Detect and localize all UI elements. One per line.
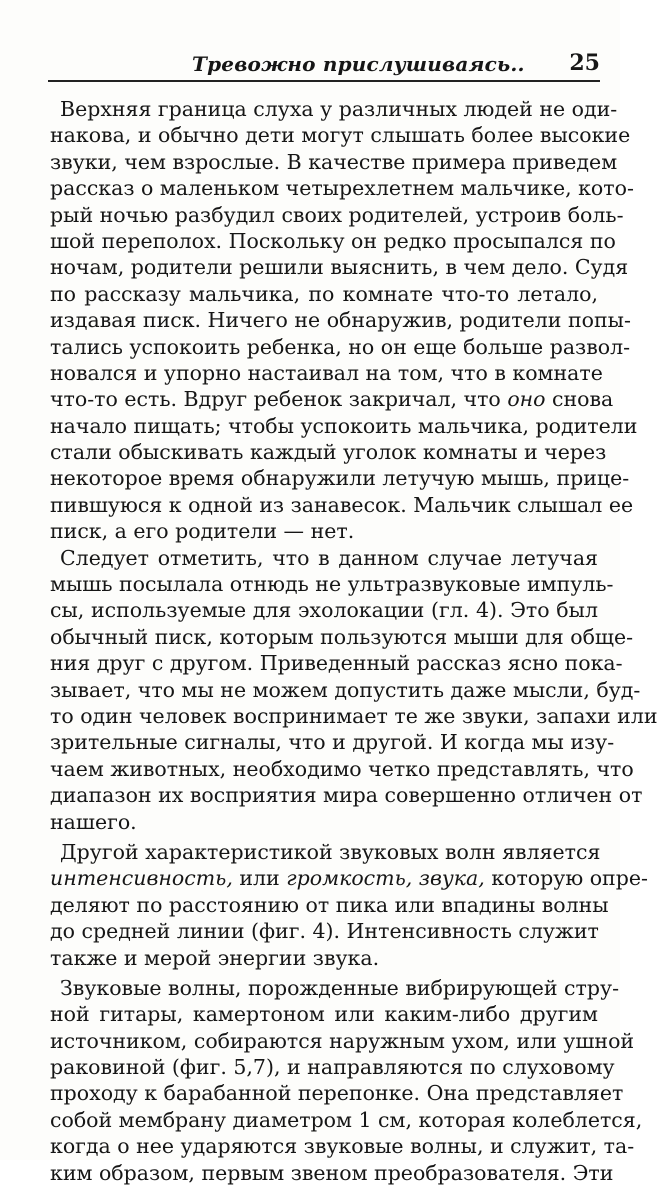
text-line: ной гитары, камертоном или каким-либо другим: [50, 1002, 598, 1027]
text-line: зрительные сигналы, что и другой. И когда мы изу-: [50, 730, 615, 755]
body-text: [50, 96, 658, 1186]
text-line: Верхняя граница слуха у различных людей не оди-: [60, 97, 618, 121]
text-line: деляют по расстоянию от пика или впадины волны: [50, 892, 609, 917]
text-line-mixed: [50, 865, 648, 891]
text-line: диапазон их восприятия мира совершенно отличен от: [50, 783, 643, 808]
text-line: новался и упорно настаивал на том, что в комнате: [50, 360, 603, 385]
text-line: ночам, родители решили выяснить, в чем дело. Судя: [50, 255, 629, 280]
paragraph-4: [50, 975, 643, 1186]
running-title: Тревожно прислушиваясь..: [192, 52, 525, 76]
text-line: писк, а его родители — нет.: [50, 519, 355, 544]
text-line: то один человек воспринимает те же звуки, запахи или: [50, 703, 658, 728]
text-line-mixed: [50, 386, 614, 412]
text-line: тались успокоить ребенка, но он еще больше развол-: [50, 334, 631, 359]
text-run: которую опре-: [491, 866, 648, 891]
text-line: стали обыскивать каждый уголок комнаты и через: [50, 440, 607, 465]
text-run: снова: [552, 387, 614, 412]
italic-term: громкость, звука,: [286, 866, 485, 891]
text-line: шой переполох. Поскольку он редко просыпался по: [50, 228, 616, 253]
text-line: собой мембрану диаметром 1 см, которая колеблется,: [50, 1107, 643, 1132]
text-line: сы, используемые для эхолокации (гл. 4). Это был: [50, 598, 598, 623]
text-line: ким образом, первым звеном преобразователя. Эти: [50, 1160, 614, 1185]
text-line: накова, и обычно дети могут слышать более высокие: [50, 123, 631, 148]
text-line: проходу к барабанной перепонке. Она представляет: [50, 1081, 624, 1106]
text-line: рый ночью разбудил своих родителей, устроив боль-: [50, 202, 624, 227]
text-line: начало пищать; чтобы успокоить мальчика, родители: [50, 413, 638, 438]
text-line: нашего.: [50, 809, 137, 834]
running-header: [48, 44, 600, 82]
text-line: ния друг с другом. Приведенный рассказ ясно пока-: [50, 651, 623, 676]
text-line: зывает, что мы не можем допустить даже мысли, буд-: [50, 677, 641, 702]
text-line: издавая писк. Ничего не обнаружив, родители попы-: [50, 308, 631, 333]
text-line: раковиной (фиг. 5,7), и направляются по слуховому: [50, 1055, 615, 1080]
text-line: Другой характеристикой звуковых волн является: [60, 839, 601, 864]
text-line: по рассказу мальчика, по комнате что-то летало,: [50, 281, 598, 306]
text-line: рассказ о маленьком четырехлетнем мальчике, кото-: [50, 176, 634, 201]
text-line: звуки, чем взрослые. В качестве примера приведем: [50, 149, 618, 174]
italic-word: оно: [507, 387, 546, 412]
text-line: чаем животных, необходимо четко представлять, что: [50, 756, 634, 781]
paragraph-1: [50, 96, 638, 545]
paragraph-3: [50, 839, 648, 971]
text-line: до средней линии (фиг. 4). Интенсивность служит: [50, 919, 599, 944]
text-line: пившуюся к одной из занавесок. Мальчик слышал ее: [50, 492, 634, 517]
text-run: что-то есть. Вдруг ребенок закричал, что: [50, 387, 501, 412]
text-line: также и мерой энергии звука.: [50, 945, 380, 970]
text-line: Звуковые волны, порожденные вибрирующей стру-: [60, 975, 619, 1000]
text-run: или: [239, 866, 280, 891]
text-line: источником, собираются наружным ухом, или ушной: [50, 1028, 635, 1053]
paragraph-2: [50, 545, 658, 835]
text-line: мышь посылала отнюдь не ультразвуковые импуль-: [50, 572, 614, 597]
text-line: когда о нее ударяются звуковые волны, и служит, та-: [50, 1134, 635, 1159]
text-line: обычный писк, которым пользуются мыши для обще-: [50, 624, 634, 649]
text-line: некоторое время обнаружили летучую мышь, прице-: [50, 466, 630, 491]
italic-term: интенсивность,: [50, 866, 233, 891]
page-number: 25: [569, 50, 600, 76]
text-line: Следует отметить, что в данном случае летучая: [60, 545, 598, 570]
